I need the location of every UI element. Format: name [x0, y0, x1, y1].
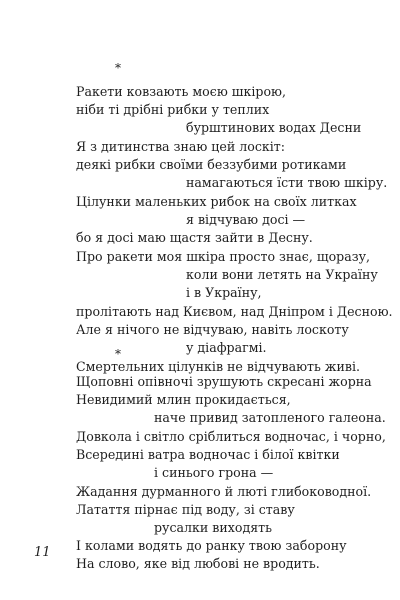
- poem-line: Про ракети моя шкіра просто знає, щоразу,: [76, 249, 371, 264]
- poem-line: Щоповні опівночі зрушують скресані жорна: [76, 374, 372, 389]
- poem-line: І колами водять до ранку твою заборону: [76, 538, 347, 553]
- poem-line: На слово, яке від любові не вродить.: [76, 556, 320, 571]
- poem-line: Жадання дурманного й люті глибоководної.: [76, 484, 372, 499]
- section-asterisk: *: [115, 61, 121, 75]
- poem-line: Довкола і світло сріблиться водночас, і чорно,: [76, 429, 386, 444]
- poem-line: наче привид затопленого галеона.: [154, 410, 386, 425]
- poem-line: я відчуваю досі —: [186, 212, 306, 227]
- poem-line: Смертельних цілунків не відчувають живі.: [76, 359, 360, 374]
- poem-line: коли вони летять на Україну: [186, 267, 378, 282]
- poem-line: Цілунки маленьких рибок на своїх литках: [76, 194, 357, 209]
- poem-line: і синього грона —: [154, 465, 274, 480]
- poem-line: намагаються їсти твою шкіру.: [186, 175, 388, 190]
- poem-line: Але я нічого не відчуваю, навіть лоскоту: [76, 322, 349, 337]
- poem-line: бурштинових водах Десни: [186, 120, 362, 135]
- poem-line: бо я досі маю щастя зайти в Десну.: [76, 230, 313, 245]
- poem-line: і в Україну,: [186, 285, 262, 300]
- poem-line: Я з дитинства знаю цей лоскіт:: [76, 139, 286, 154]
- poem-line: деякі рибки своїми беззубими ротиками: [76, 157, 347, 172]
- poem-line: пролітають над Києвом, над Дніпром і Десною.: [76, 304, 393, 319]
- page-number: 11: [34, 545, 51, 560]
- poem-line: Ракети ковзають моєю шкірою,: [76, 84, 286, 99]
- poem-line: русалки виходять: [154, 520, 272, 535]
- poem-line: ніби ті дрібні рибки у теплих: [76, 102, 270, 117]
- section-asterisk: *: [115, 347, 121, 361]
- poem-line: Невидимий млин прокидається,: [76, 392, 291, 407]
- poem-line: Латаття пірнає під воду, зі ставу: [76, 502, 295, 517]
- poem-line: Всередині ватра водночас і білої квітки: [76, 447, 340, 462]
- poem-line: у діафрагмі.: [186, 340, 267, 355]
